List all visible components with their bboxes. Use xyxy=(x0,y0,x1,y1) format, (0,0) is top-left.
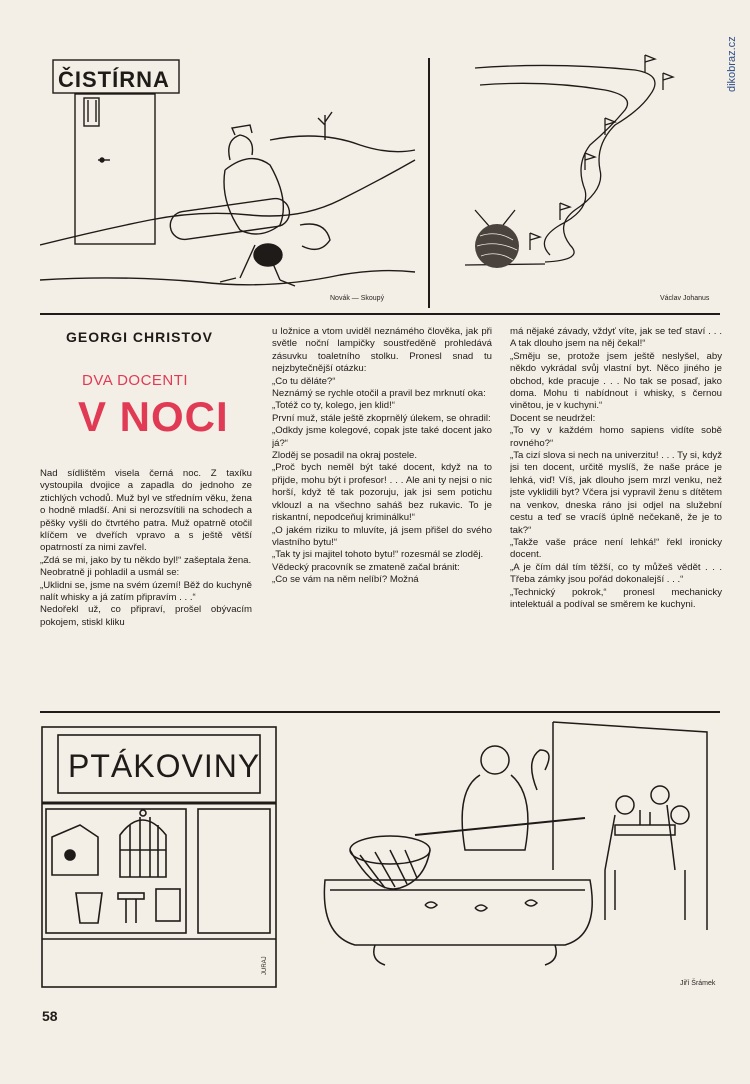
cartoon-credit-left: Novák — Skoupý xyxy=(330,295,385,302)
svg-text:JURAJ xyxy=(262,956,268,975)
column-divider xyxy=(428,58,430,308)
top-divider xyxy=(40,313,720,315)
cartoon-pet-shop xyxy=(40,725,280,990)
watermark: dikobraz.cz xyxy=(726,36,738,92)
pet-shop-signature: JURAJ xyxy=(262,956,268,975)
article-subtitle: DVA DOCENTI xyxy=(82,372,189,389)
article-column-3: má nějaké závady, vždyť víte, jak se teď staví . . . A tak dlouho jsem na něj čekal!“ „Směju se, protože jsem ještě neslyšel, aby někdo vykrádal svůj vlastní byt. Něco jiného je obchod, kde pracuje . . . No tak se posaď, jako doma. Mohu ti nabídnout i whisky, s černou vinětou, je v kuchyni.“ Docent se neudržel: „To vy v každém homo sapiens vidíte sobě rovného?“ „Ta cizí slova si nech na univerzitu! . . . Ty si, když jsi ten docent, určitě myslíš, že naše práce je lehká, viď! Víš, jak dlouho jsem mrzl venku, než jste vyklidili byt? Včera jsi vypravil ženu s dítětem na venkov, dneska ráno jsi odjel na služební cestu a teď se vracíš úplně nečekaně, že je to tak?“ „Takže vaše práce není lehká!“ řekl ironicky docent. „A je čím dál tím těžší, co ty můžeš vědět . . . Třeba zámky jsou pořád dokonalejší . . .“ „Technický pokrok,“ pronesl mechanicky intelektuál a podíval se směrem ke kuchyni. xyxy=(510,326,722,610)
article-column-1: Nad sídlištěm visela černá noc. Z taxíku vystoupila dvojice a zapadla do jednoho ze ztichlých vchodů. Muž byl ve středním věku, žena o hodně mladší. Ani si nerozsvítili na schodech a pěšky vyšli do čtvrtého patra. Muž opatrně otočil klíčem ve dveřích vpravo a s ještě větší opatrností za nimi zavřel. „Zdá se mi, jako by tu někdo byl!“ zašeptala žena. Neobratně ji pohladil a usmál se: „Uklidni se, jsme na svém území! Běž do kuchyně nalít whisky a já zatím připravím . . .“ Nedořekl už, co připraví, prošel obývacím pokojem, stiskl kliku xyxy=(40,468,252,628)
cartoon-dry-cleaner xyxy=(40,50,420,300)
article-author: GEORGI CHRISTOV xyxy=(66,329,213,345)
cartoon-bathtub-fishing xyxy=(315,720,715,985)
bottom-divider xyxy=(40,711,720,713)
page-number: 58 xyxy=(42,1008,58,1024)
article-title: V NOCI xyxy=(78,393,229,440)
pet-shop-sign: PTÁKOVINY xyxy=(68,748,261,784)
dry-cleaner-sign: ČISTÍRNA xyxy=(58,67,170,92)
cartoon-credit-right: Václav Johanus xyxy=(660,295,710,302)
article-column-2: u ložnice a vtom uviděl neznámého člověka, jak při světle noční lampičky soustředěně prohledává zásuvku toaletního stolku. Pronesl snad tu nejzbytečnější otázku: „Co tu děláte?“ Neznámý se rychle otočil a pravil bez mrknutí oka: „Totéž co ty, kolego, jen klid!“ První muž, stále ještě zkoprnělý úlekem, se ohradil: „Odkdy jsme kolegové, copak jste také docent jako já?“ Zloděj se posadil na okraj postele. „Proč bych neměl být také docent, když na to přijde, mohu být i profesor! . . . Ale ani ty nejsi o nic horší, když tě tak pozoruju, jak jsi sem potichu vklouzl a na všechno saháš bez rukavic. To je riskantní, nepodceňuj kriminálku!“ „O jakém riziku to mluvíte, já jsem přišel do svého vlastního bytu!“ „Tak ty jsi majitel tohoto bytu!“ rozesmál se zloděj. Vědecký pracovník se zmateně začal bránit: „Co se vám na něm nelíbí? Možná xyxy=(272,326,492,586)
cartoon-credit-bottom-right: Jiří Šrámek xyxy=(680,980,716,987)
svg-text:ČISTÍRNA xyxy=(58,67,170,92)
cartoon-yarn-slope xyxy=(435,50,720,300)
svg-text:PTÁKOVINY xyxy=(68,748,260,784)
